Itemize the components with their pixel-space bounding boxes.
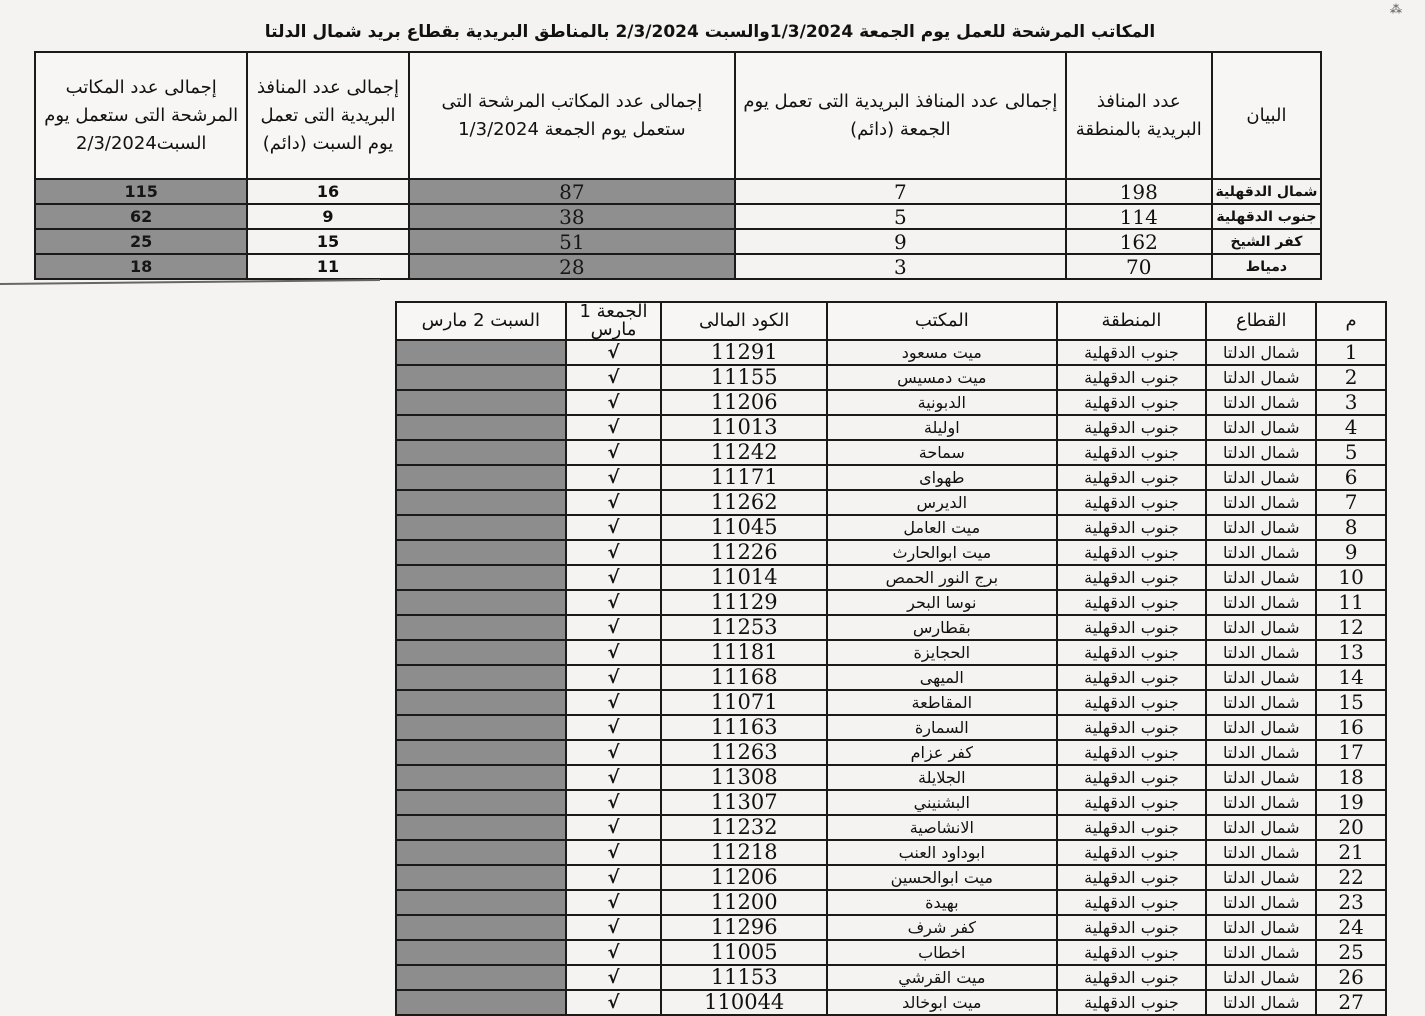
office-cell-name: بهيدة: [827, 890, 1057, 915]
office-cell-index: 7: [1316, 490, 1386, 515]
office-cell-sector: شمال الدلتا: [1206, 890, 1316, 915]
office-cell-area: جنوب الدقهلية: [1057, 515, 1207, 540]
summary-cell-saturday-candidates: 18: [35, 254, 247, 279]
office-cell-sector: شمال الدلتا: [1206, 865, 1316, 890]
table-row: [396, 340, 1386, 365]
office-cell-index: 1: [1316, 340, 1386, 365]
office-cell-friday-check: √: [566, 840, 662, 865]
office-cell-code: 110044: [661, 990, 827, 1015]
office-cell-name: كفر عزام: [827, 740, 1057, 765]
office-cell-area: جنوب الدقهلية: [1057, 590, 1207, 615]
office-cell-sector: شمال الدلتا: [1206, 465, 1316, 490]
office-cell-sector: شمال الدلتا: [1206, 615, 1316, 640]
table-row: [396, 540, 1386, 565]
office-cell-index: 24: [1316, 915, 1386, 940]
office-cell-code: 11200: [661, 890, 827, 915]
summary-cell-region: دمياط: [1212, 254, 1321, 279]
summary-cell-saturday-candidates: 25: [35, 229, 247, 254]
office-cell-name: ميت ابوالحسين: [827, 865, 1057, 890]
office-cell-friday-check: √: [566, 715, 662, 740]
summary-cell-region: جنوب الدقهلية: [1212, 204, 1321, 229]
summary-cell-saturday-permanent: 16: [247, 179, 408, 204]
office-cell-code: 11155: [661, 365, 827, 390]
office-cell-code: 11005: [661, 940, 827, 965]
office-cell-name: اخطاب: [827, 940, 1057, 965]
office-cell-sector: شمال الدلتا: [1206, 840, 1316, 865]
office-cell-saturday-redacted: [396, 540, 566, 565]
office-cell-index: 18: [1316, 765, 1386, 790]
table-row: [396, 815, 1386, 840]
office-cell-index: 20: [1316, 815, 1386, 840]
office-cell-name: الدبونية: [827, 390, 1057, 415]
office-cell-sector: شمال الدلتا: [1206, 715, 1316, 740]
office-cell-friday-check: √: [566, 765, 662, 790]
office-cell-code: 11262: [661, 490, 827, 515]
summary-cell-friday-permanent: 9: [735, 229, 1066, 254]
office-cell-code: 11071: [661, 690, 827, 715]
summary-cell-outlets: 70: [1066, 254, 1212, 279]
office-cell-code: 11163: [661, 715, 827, 740]
office-cell-index: 16: [1316, 715, 1386, 740]
office-cell-friday-check: √: [566, 940, 662, 965]
office-cell-name: الانشاصية: [827, 815, 1057, 840]
office-cell-index: 14: [1316, 665, 1386, 690]
office-cell-friday-check: √: [566, 665, 662, 690]
office-cell-name: البشنيني: [827, 790, 1057, 815]
office-cell-area: جنوب الدقهلية: [1057, 565, 1207, 590]
office-cell-friday-check: √: [566, 515, 662, 540]
office-cell-sector: شمال الدلتا: [1206, 990, 1316, 1015]
office-cell-sector: شمال الدلتا: [1206, 340, 1316, 365]
office-cell-code: 11153: [661, 965, 827, 990]
office-cell-index: 12: [1316, 615, 1386, 640]
office-cell-friday-check: √: [566, 340, 662, 365]
table-row: [396, 590, 1386, 615]
office-cell-saturday-redacted: [396, 915, 566, 940]
table-row: [396, 565, 1386, 590]
office-cell-index: 4: [1316, 415, 1386, 440]
office-cell-saturday-redacted: [396, 665, 566, 690]
office-cell-code: 11014: [661, 565, 827, 590]
office-cell-area: جنوب الدقهلية: [1057, 865, 1207, 890]
office-cell-index: 8: [1316, 515, 1386, 540]
office-cell-saturday-redacted: [396, 790, 566, 815]
office-cell-index: 26: [1316, 965, 1386, 990]
table-row: [396, 515, 1386, 540]
office-cell-saturday-redacted: [396, 840, 566, 865]
office-cell-code: 11013: [661, 415, 827, 440]
office-cell-area: جنوب الدقهلية: [1057, 890, 1207, 915]
office-cell-index: 3: [1316, 390, 1386, 415]
office-cell-index: 17: [1316, 740, 1386, 765]
summary-header-outlets: عدد المنافذ البريدية بالمنطقة: [1066, 52, 1212, 179]
office-cell-name: برج النور الحمص: [827, 565, 1057, 590]
summary-cell-outlets: 198: [1066, 179, 1212, 204]
office-cell-saturday-redacted: [396, 415, 566, 440]
office-cell-saturday-redacted: [396, 365, 566, 390]
summary-header-statement: البيان: [1212, 52, 1321, 179]
office-cell-friday-check: √: [566, 565, 662, 590]
table-row: [396, 840, 1386, 865]
table-row: [396, 665, 1386, 690]
office-cell-code: 11171: [661, 465, 827, 490]
office-cell-name: بقطارس: [827, 615, 1057, 640]
office-cell-saturday-redacted: [396, 765, 566, 790]
offices-header-saturday: السبت 2 مارس: [396, 302, 566, 340]
office-cell-code: 11307: [661, 790, 827, 815]
office-cell-name: سماحة: [827, 440, 1057, 465]
office-cell-friday-check: √: [566, 415, 662, 440]
office-cell-friday-check: √: [566, 965, 662, 990]
office-cell-saturday-redacted: [396, 465, 566, 490]
office-cell-area: جنوب الدقهلية: [1057, 715, 1207, 740]
office-cell-name: نوسا البحر: [827, 590, 1057, 615]
office-cell-name: ابوداود العنب: [827, 840, 1057, 865]
summary-header-friday-permanent: إجمالى عدد المنافذ البريدية التى تعمل يوم الجمعة (دائم): [735, 52, 1066, 179]
document-title: المكاتب المرشحة للعمل يوم الجمعة 1/3/2024والسبت 2/3/2024 بالمناطق البريدية بقطاع بريد شمال الدلتا: [264, 22, 1156, 42]
office-cell-friday-check: √: [566, 390, 662, 415]
office-cell-code: 11206: [661, 390, 827, 415]
office-cell-saturday-redacted: [396, 590, 566, 615]
office-cell-friday-check: √: [566, 540, 662, 565]
office-cell-name: طهواى: [827, 465, 1057, 490]
summary-row: [35, 179, 1321, 204]
office-cell-area: جنوب الدقهلية: [1057, 690, 1207, 715]
offices-table: [395, 301, 1387, 1016]
table-row: [396, 890, 1386, 915]
office-cell-name: السمارة: [827, 715, 1057, 740]
office-cell-name: ميت مسعود: [827, 340, 1057, 365]
office-cell-area: جنوب الدقهلية: [1057, 365, 1207, 390]
corner-scribble: ⁂: [1390, 2, 1402, 16]
summary-cell-region: شمال الدقهلية: [1212, 179, 1321, 204]
office-cell-area: جنوب الدقهلية: [1057, 940, 1207, 965]
office-cell-name: المقاطعة: [827, 690, 1057, 715]
office-cell-code: 11206: [661, 865, 827, 890]
table-row: [396, 690, 1386, 715]
office-cell-sector: شمال الدلتا: [1206, 415, 1316, 440]
office-cell-area: جنوب الدقهلية: [1057, 340, 1207, 365]
office-cell-friday-check: √: [566, 790, 662, 815]
table-row: [396, 615, 1386, 640]
office-cell-sector: شمال الدلتا: [1206, 965, 1316, 990]
summary-header-friday-candidates: إجمالى عدد المكاتب المرشحة التى ستعمل يوم الجمعة 1/3/2024: [409, 52, 736, 179]
summary-cell-saturday-candidates: 62: [35, 204, 247, 229]
office-cell-saturday-redacted: [396, 740, 566, 765]
office-cell-saturday-redacted: [396, 640, 566, 665]
office-cell-name: ميت ابوخالد: [827, 990, 1057, 1015]
office-cell-sector: شمال الدلتا: [1206, 590, 1316, 615]
table-row: [396, 765, 1386, 790]
office-cell-friday-check: √: [566, 740, 662, 765]
office-cell-index: 27: [1316, 990, 1386, 1015]
office-cell-sector: شمال الدلتا: [1206, 440, 1316, 465]
summary-row: [35, 229, 1321, 254]
office-cell-index: 6: [1316, 465, 1386, 490]
office-cell-saturday-redacted: [396, 965, 566, 990]
office-cell-index: 21: [1316, 840, 1386, 865]
summary-cell-friday-candidates: 87: [409, 179, 736, 204]
summary-cell-outlets: 162: [1066, 229, 1212, 254]
office-cell-code: 11045: [661, 515, 827, 540]
summary-cell-friday-candidates: 28: [409, 254, 736, 279]
office-cell-code: 11129: [661, 590, 827, 615]
office-cell-area: جنوب الدقهلية: [1057, 465, 1207, 490]
office-cell-sector: شمال الدلتا: [1206, 740, 1316, 765]
office-cell-code: 11242: [661, 440, 827, 465]
office-cell-sector: شمال الدلتا: [1206, 915, 1316, 940]
summary-cell-friday-candidates: 51: [409, 229, 736, 254]
table-row: [396, 965, 1386, 990]
office-cell-friday-check: √: [566, 865, 662, 890]
office-cell-index: 19: [1316, 790, 1386, 815]
summary-cell-outlets: 114: [1066, 204, 1212, 229]
office-cell-saturday-redacted: [396, 390, 566, 415]
table-row: [396, 715, 1386, 740]
office-cell-saturday-redacted: [396, 890, 566, 915]
office-cell-area: جنوب الدقهلية: [1057, 915, 1207, 940]
office-cell-name: الديرس: [827, 490, 1057, 515]
office-cell-code: 11291: [661, 340, 827, 365]
office-cell-name: الحجايزة: [827, 640, 1057, 665]
office-cell-saturday-redacted: [396, 715, 566, 740]
summary-cell-friday-permanent: 3: [735, 254, 1066, 279]
office-cell-area: جنوب الدقهلية: [1057, 815, 1207, 840]
office-cell-code: 11253: [661, 615, 827, 640]
office-cell-saturday-redacted: [396, 940, 566, 965]
office-cell-friday-check: √: [566, 590, 662, 615]
summary-row: [35, 204, 1321, 229]
office-cell-friday-check: √: [566, 640, 662, 665]
office-cell-sector: شمال الدلتا: [1206, 365, 1316, 390]
office-cell-saturday-redacted: [396, 515, 566, 540]
office-cell-friday-check: √: [566, 465, 662, 490]
office-cell-sector: شمال الدلتا: [1206, 665, 1316, 690]
office-cell-sector: شمال الدلتا: [1206, 490, 1316, 515]
table-row: [396, 740, 1386, 765]
table-row: [396, 640, 1386, 665]
summary-cell-friday-permanent: 5: [735, 204, 1066, 229]
office-cell-name: الميهى: [827, 665, 1057, 690]
office-cell-area: جنوب الدقهلية: [1057, 390, 1207, 415]
office-cell-index: 11: [1316, 590, 1386, 615]
office-cell-name: ميت ابوالحارث: [827, 540, 1057, 565]
office-cell-sector: شمال الدلتا: [1206, 390, 1316, 415]
office-cell-friday-check: √: [566, 890, 662, 915]
table-row: [396, 390, 1386, 415]
office-cell-friday-check: √: [566, 815, 662, 840]
office-cell-code: 11168: [661, 665, 827, 690]
office-cell-saturday-redacted: [396, 440, 566, 465]
office-cell-name: اوليلة: [827, 415, 1057, 440]
summary-cell-friday-candidates: 38: [409, 204, 736, 229]
office-cell-area: جنوب الدقهلية: [1057, 415, 1207, 440]
office-cell-area: جنوب الدقهلية: [1057, 490, 1207, 515]
office-cell-sector: شمال الدلتا: [1206, 790, 1316, 815]
table-row: [396, 440, 1386, 465]
office-cell-index: 13: [1316, 640, 1386, 665]
office-cell-index: 23: [1316, 890, 1386, 915]
summary-cell-saturday-permanent: 15: [247, 229, 408, 254]
offices-header-office: المكتب: [827, 302, 1057, 340]
table-row: [396, 990, 1386, 1015]
office-cell-name: ميت دمسيس: [827, 365, 1057, 390]
office-cell-code: 11226: [661, 540, 827, 565]
office-cell-saturday-redacted: [396, 615, 566, 640]
office-cell-sector: شمال الدلتا: [1206, 540, 1316, 565]
office-cell-code: 11218: [661, 840, 827, 865]
office-cell-code: 11181: [661, 640, 827, 665]
office-cell-area: جنوب الدقهلية: [1057, 790, 1207, 815]
office-cell-saturday-redacted: [396, 565, 566, 590]
office-cell-friday-check: √: [566, 915, 662, 940]
office-cell-sector: شمال الدلتا: [1206, 690, 1316, 715]
office-cell-friday-check: √: [566, 440, 662, 465]
summary-header-saturday-candidates: إجمالى عدد المكاتب المرشحة التى ستعمل يوم السبت2/3/2024: [35, 52, 247, 179]
offices-header-sector: القطاع: [1206, 302, 1316, 340]
office-cell-area: جنوب الدقهلية: [1057, 840, 1207, 865]
summary-cell-friday-permanent: 7: [735, 179, 1066, 204]
office-cell-index: 10: [1316, 565, 1386, 590]
office-cell-sector: شمال الدلتا: [1206, 765, 1316, 790]
office-cell-sector: شمال الدلتا: [1206, 565, 1316, 590]
office-cell-index: 2: [1316, 365, 1386, 390]
office-cell-saturday-redacted: [396, 865, 566, 890]
office-cell-code: 11308: [661, 765, 827, 790]
office-cell-name: ميت القرشي: [827, 965, 1057, 990]
table-row: [396, 365, 1386, 390]
office-cell-index: 22: [1316, 865, 1386, 890]
office-cell-saturday-redacted: [396, 815, 566, 840]
offices-header-row: [396, 302, 1386, 340]
offices-header-code: الكود المالى: [661, 302, 827, 340]
office-cell-saturday-redacted: [396, 490, 566, 515]
office-cell-area: جنوب الدقهلية: [1057, 665, 1207, 690]
summary-header-row: [35, 52, 1321, 179]
summary-table: [34, 51, 1322, 280]
summary-cell-saturday-candidates: 115: [35, 179, 247, 204]
table-row: [396, 415, 1386, 440]
offices-header-friday: الجمعة 1 مارس: [566, 302, 662, 340]
office-cell-name: الجلايلة: [827, 765, 1057, 790]
office-cell-area: جنوب الدقهلية: [1057, 440, 1207, 465]
office-cell-index: 9: [1316, 540, 1386, 565]
office-cell-code: 11296: [661, 915, 827, 940]
office-cell-index: 15: [1316, 690, 1386, 715]
office-cell-code: 11232: [661, 815, 827, 840]
office-cell-friday-check: √: [566, 690, 662, 715]
office-cell-code: 11263: [661, 740, 827, 765]
office-cell-friday-check: √: [566, 990, 662, 1015]
office-cell-index: 5: [1316, 440, 1386, 465]
office-cell-index: 25: [1316, 940, 1386, 965]
office-cell-saturday-redacted: [396, 990, 566, 1015]
office-cell-area: جنوب الدقهلية: [1057, 965, 1207, 990]
office-cell-sector: شمال الدلتا: [1206, 940, 1316, 965]
office-cell-friday-check: √: [566, 615, 662, 640]
office-cell-area: جنوب الدقهلية: [1057, 740, 1207, 765]
office-cell-area: جنوب الدقهلية: [1057, 540, 1207, 565]
offices-header-area: المنطقة: [1057, 302, 1207, 340]
office-cell-area: جنوب الدقهلية: [1057, 615, 1207, 640]
table-row: [396, 465, 1386, 490]
office-cell-saturday-redacted: [396, 340, 566, 365]
office-cell-name: ميت العامل: [827, 515, 1057, 540]
office-cell-sector: شمال الدلتا: [1206, 515, 1316, 540]
office-cell-saturday-redacted: [396, 690, 566, 715]
summary-cell-region: كفر الشيخ: [1212, 229, 1321, 254]
office-cell-name: كفر شرف: [827, 915, 1057, 940]
office-cell-sector: شمال الدلتا: [1206, 640, 1316, 665]
office-cell-area: جنوب الدقهلية: [1057, 640, 1207, 665]
table-row: [396, 490, 1386, 515]
summary-cell-saturday-permanent: 11: [247, 254, 408, 279]
office-cell-sector: شمال الدلتا: [1206, 815, 1316, 840]
summary-header-saturday-permanent: إجمالى عدد المنافذ البريدية التى تعمل يوم السبت (دائم): [247, 52, 408, 179]
table-row: [396, 790, 1386, 815]
offices-header-index: م: [1316, 302, 1386, 340]
office-cell-area: جنوب الدقهلية: [1057, 765, 1207, 790]
office-cell-friday-check: √: [566, 365, 662, 390]
table-row: [396, 865, 1386, 890]
summary-row: [35, 254, 1321, 279]
office-cell-area: جنوب الدقهلية: [1057, 990, 1207, 1015]
summary-cell-saturday-permanent: 9: [247, 204, 408, 229]
table-row: [396, 915, 1386, 940]
table-row: [396, 940, 1386, 965]
office-cell-friday-check: √: [566, 490, 662, 515]
